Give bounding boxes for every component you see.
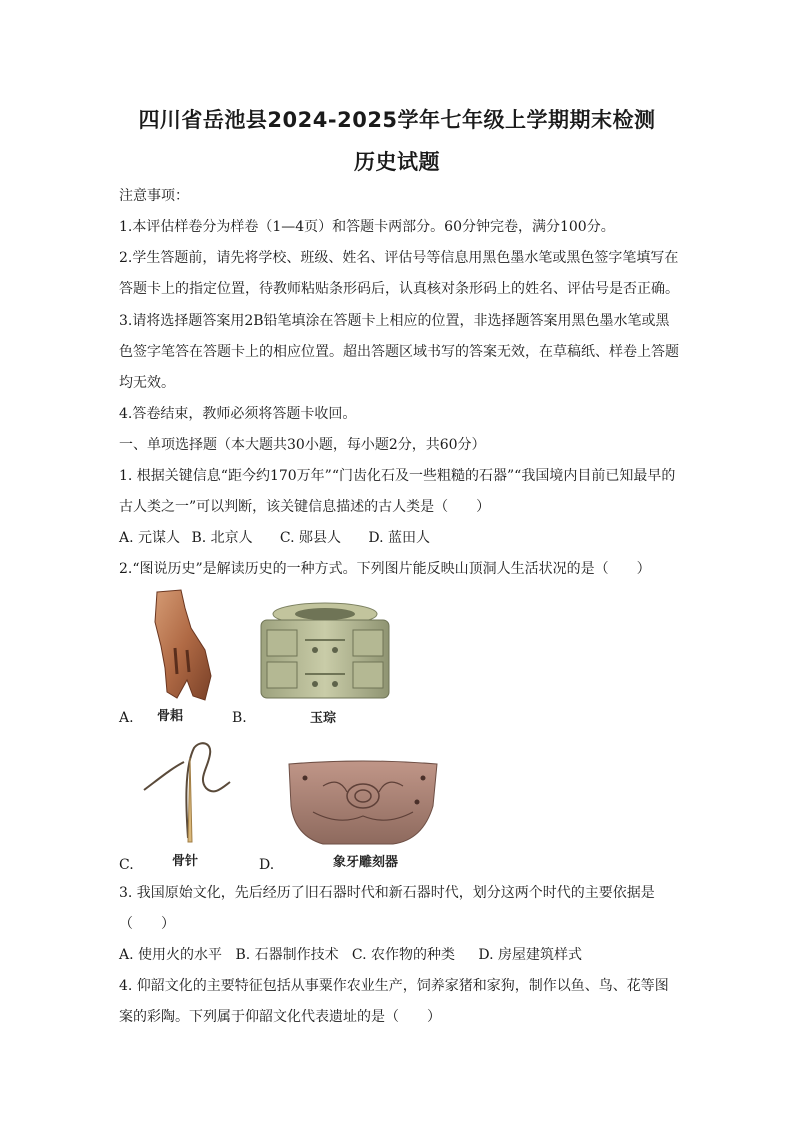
question-1-stem: 古人类之一”可以判断，该关键信息描述的古人类是（ ）: [119, 499, 491, 515]
option-d: D. 房屋建筑样式: [478, 947, 582, 963]
image-d-caption: 象牙雕刻器: [333, 855, 399, 870]
option-c: C. 郧县人: [279, 530, 342, 546]
image-a-caption: 骨耜: [157, 709, 184, 724]
question-3-stem: 3. 我国原始文化，先后经历了旧石器时代和新石器时代，划分这两个时代的主要依据是: [119, 885, 655, 901]
image-b-letter: B.: [232, 710, 247, 726]
notice-heading: 注意事项：: [119, 188, 189, 204]
question-2-stem: 2.“图说历史”是解读历史的一种方式。下列图片能反映山顶洞人生活状况的是（ ）: [119, 561, 651, 577]
bone-needle-image: [140, 738, 240, 848]
image-b-caption: 玉琮: [310, 711, 337, 726]
notice-line: 答题卡上的指定位置，待教师粘贴条形码后，认真核对条形码上的姓名、评估号是否正确。: [119, 281, 679, 297]
image-d-letter: D.: [259, 857, 275, 873]
notice-line: 4.答卷结束，教师必须将答题卡收回。: [119, 406, 357, 422]
exam-subtitle: 历史试题: [354, 150, 440, 174]
notice-line: 2.学生答题前，请先将学校、班级、姓名、评估号等信息用黑色墨水笔或黑色签字笔填写在: [119, 250, 679, 266]
option-c: C. 农作物的种类: [351, 947, 456, 963]
question-3-options: [119, 945, 582, 965]
question-1-stem: 1. 根据关键信息“距今约170万年”“门齿化石及一些粗糙的石器”“我国境内目前已知最早的: [119, 468, 676, 484]
question-4-stem: 4. 仰韶文化的主要特征包括从事粟作农业生产，饲养家猪和家狗，制作以鱼、鸟、花等图: [119, 978, 669, 994]
ivory-carving-image: [283, 756, 443, 848]
question-3-stem: （ ）: [119, 916, 175, 932]
section-heading: 一、单项选择题（本大题共30小题，每小题2分，共60分）: [119, 437, 486, 453]
notice-line: 色签字笔答在答题卡上的相应位置。超出答题区域书写的答案无效，在草稿纸、样卷上答题: [119, 344, 679, 360]
bone-spade-image: [147, 588, 217, 708]
image-c-letter: C.: [119, 857, 134, 873]
option-b: B. 北京人: [191, 530, 253, 546]
option-a: A. 使用火的水平: [119, 947, 223, 963]
jade-cong-image: [255, 600, 395, 704]
notice-line: 3.请将选择题答案用2B铅笔填涂在答题卡上相应的位置，非选择题答案用黑色墨水笔或黑: [119, 313, 670, 329]
option-b: B. 石器制作技术: [235, 947, 339, 963]
image-a-letter: A.: [119, 710, 134, 726]
option-a: A. 元谋人: [119, 530, 181, 546]
notice-line: 均无效。: [119, 375, 175, 391]
notice-line: 1.本评估样卷分为样卷（1—4页）和答题卡两部分。60分钟完卷，满分100分。: [119, 219, 615, 235]
option-d: D. 蓝田人: [368, 530, 430, 546]
image-c-caption: 骨针: [172, 854, 199, 869]
question-4-stem: 案的彩陶。下列属于仰韶文化代表遗址的是（ ）: [119, 1009, 441, 1025]
exam-title: 四川省岳池县2024-2025学年七年级上学期期末检测: [138, 108, 656, 132]
question-1-options: [119, 528, 430, 548]
